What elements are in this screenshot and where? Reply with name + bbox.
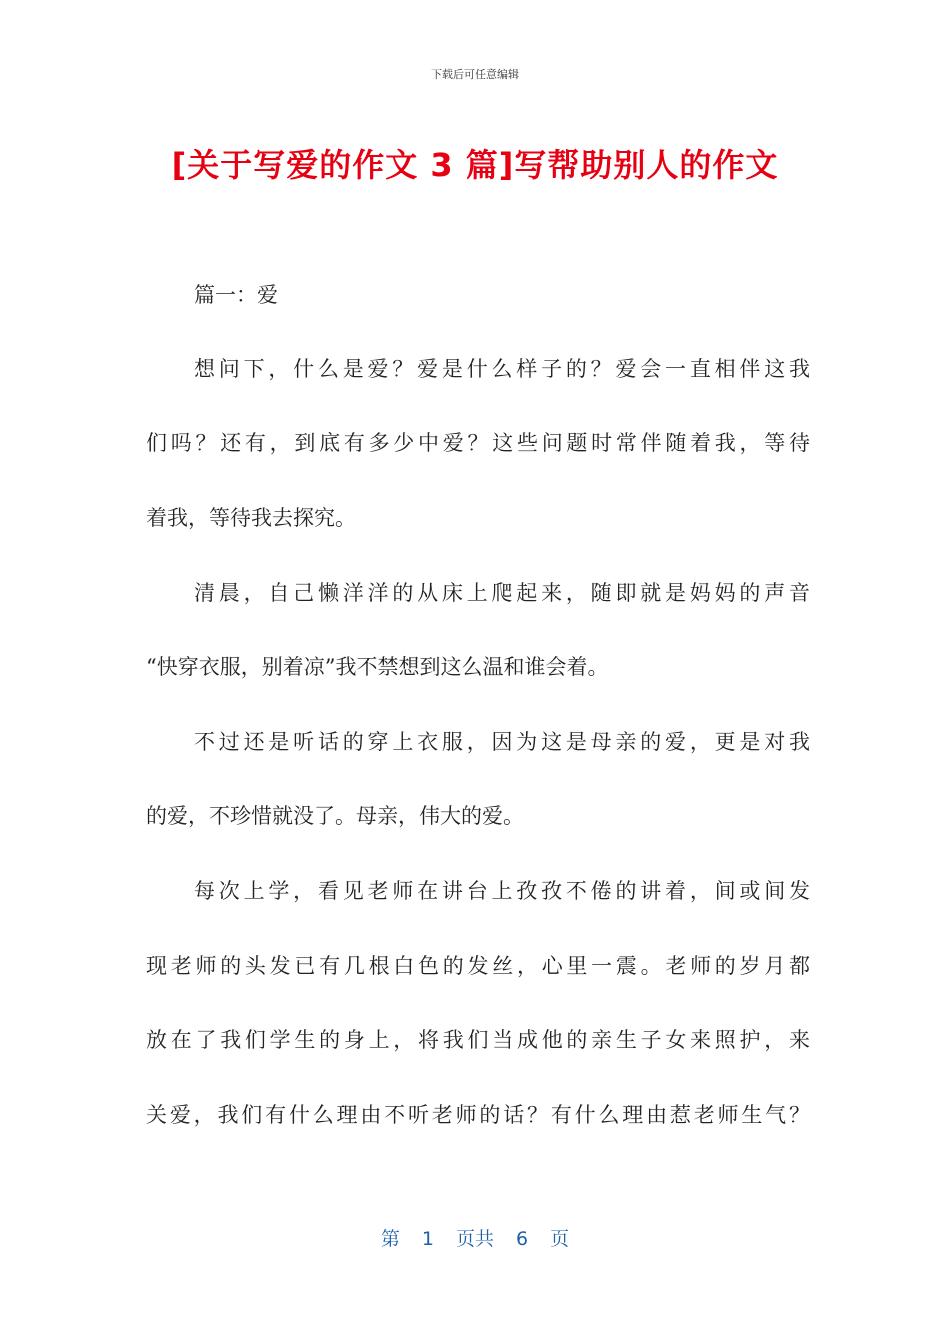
paragraph-line: 放在了我们学生的身上，将我们当成他的亲生子女来照护，来 [146,1028,810,1052]
paragraph-line: “快穿衣服，别着凉”我不禁想到这么温和谁会着。 [146,655,609,679]
paragraph-line: 着我，等待我去探究。 [146,506,356,530]
paragraph-line: 的爱，不珍惜就没了。母亲，伟大的爱。 [146,804,524,828]
footer-page-number: 1 [421,1228,434,1250]
section-heading: 篇一：爱 [194,283,278,307]
footer-page-of: 页共 [455,1228,494,1250]
paragraph-line: 每次上学，看见老师在讲台上孜孜不倦的讲着，间或间发 [194,879,810,903]
footer-page-word: 第 [380,1228,400,1250]
paragraph-line: 想问下，什么是爱？爱是什么样子的？爱会一直相伴这我 [194,357,810,381]
paragraph-line: 清晨，自己懒洋洋的从床上爬起来，随即就是妈妈的声音 [194,581,810,605]
paragraph-line: 们吗？还有，到底有多少中爱？这些问题时常伴随着我，等待 [146,431,810,455]
document-title: [关于写爱的作文 3 篇]写帮助别人的作文 [171,146,779,184]
paragraph-line: 不过还是听话的穿上衣服，因为这是母亲的爱，更是对我 [194,730,810,754]
page-footer [0,1224,950,1251]
footer-page-suffix: 页 [550,1228,570,1250]
paragraph-line: 现老师的头发已有几根白色的发丝，心里一震。老师的岁月都 [146,954,810,978]
footer-total-pages: 6 [516,1228,529,1250]
header-note: 下载后可任意编辑 [431,68,519,81]
paragraph-line: 关爱，我们有什么理由不听老师的话？有什么理由惹老师生气？ [146,1103,810,1127]
